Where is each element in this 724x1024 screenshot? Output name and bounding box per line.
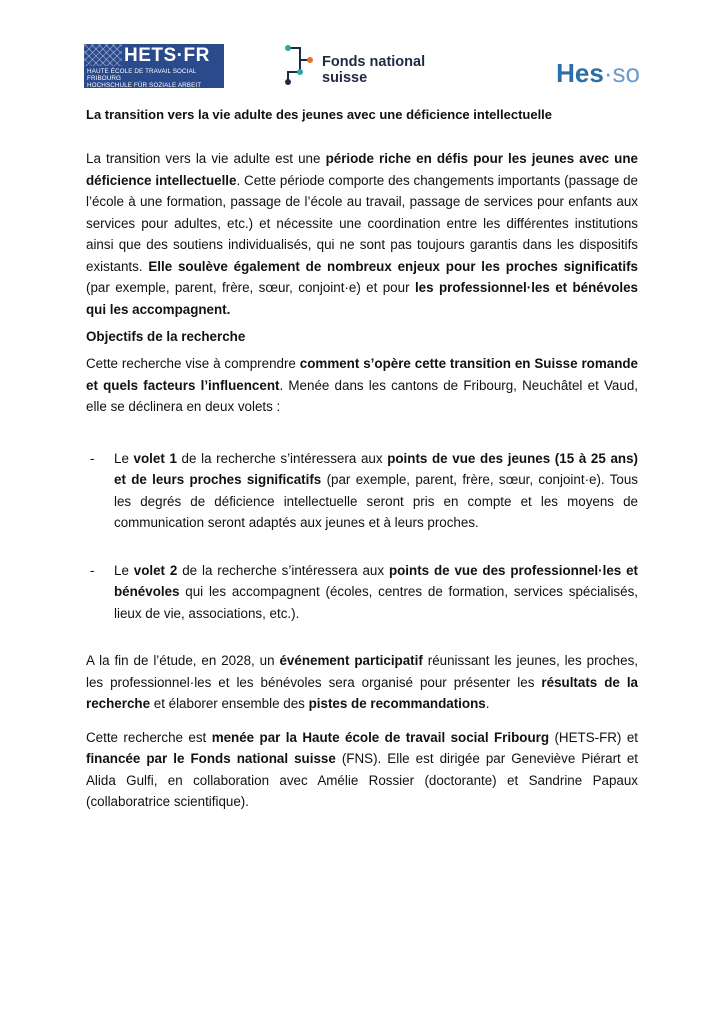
document-title: La transition vers la vie adulte des jeunes avec une déficience intellectuelle: [86, 107, 553, 122]
funding-paragraph: Cette recherche est menée par la Haute école de travail social Fribourg (HETS-FR) et financée par le Fonds national suisse (FNS). Elle est dirigée par Geneviève Piérart et Alida Gulfi, en collaboration avec Amélie Rossier (doctorante) et Sandrine Papaux (collaboratrice scientifique).: [86, 729, 638, 809]
list-item-volet-2: - Le volet 2 de la recherche s’intéressera aux points de vue des professionnel·les et bénévoles qui les accompagnent (écoles, centres de formation, services spécialisés, lieux de vie, associations, etc.).: [86, 560, 638, 625]
hets-logo-line2: HOCHSCHULE FÜR SOZIALE ARBEIT FREIBURG: [87, 82, 202, 96]
fns-logo-line2: suisse: [322, 70, 368, 86]
hesso-dot: ·: [603, 58, 613, 88]
hets-logo-subtitle: [87, 68, 222, 96]
hets-fr-logo: [84, 44, 224, 96]
hesso-so: so: [612, 58, 640, 88]
objectives-paragraph: Cette recherche vise à comprendre comment s’opère cette transition en Suisse romande et quels facteurs l’influencent. Menée dans les cantons de Fribourg, Neuchâtel et Vaud, elle se déclinera en deux volets :: [86, 356, 638, 414]
bullet-dash: -: [90, 562, 95, 578]
fns-logo-line1: Fonds national: [322, 54, 426, 70]
hets-logo-line1: HAUTE ÉCOLE DE TRAVAIL SOCIAL FRIBOURG: [87, 68, 197, 82]
objectives-heading: Objectifs de la recherche: [86, 329, 246, 344]
fns-logo: [280, 40, 460, 90]
intro-paragraph: La transition vers la vie adulte est une période riche en défis pour les jeunes avec une déficience intellectuelle. Cette période comporte des changements importants (passage de l’école à une formation, passage de l’école au travail, passage de services pour enfants aux services pour adultes, etc.) et nécessite une coordination entre les différentes institutions ainsi que des soutiens individualisés, qui ne sont pas toujours garantis dans les dispositifs existants. Elle soulève également de nombreux enjeux pour les proches significatifs (par exemple, parent, frère, sœur, conjoint·e) et pour les professionnel·les et bénévoles qui les accompagnent.: [86, 151, 638, 317]
research-parts-list: [86, 448, 638, 625]
hesso-main: Hes: [556, 58, 604, 88]
list-item-volet-1: - Le volet 1 de la recherche s’intéressera aux points de vue des jeunes (15 à 25 ans) et de leurs proches significatifs (par exemple, parent, frère, sœur, conjoint·e). Tous les degrés de déficience intellectuelle seront pris en compte et les moyens de communication seront adaptés aux jeunes et à leurs proches.: [86, 448, 638, 534]
fns-network-icon: [280, 42, 320, 88]
header-logos: [84, 40, 640, 96]
bullet-dash: -: [90, 450, 95, 466]
hes-so-logo: [556, 58, 640, 88]
document-body: [86, 106, 638, 819]
event-paragraph: A la fin de l’étude, en 2028, un événement participatif réunissant les jeunes, les proches, les professionnel·les et les bénévoles sera organisé pour présenter les résultats de la recherche et élaborer ensemble des pistes de recommandations.: [86, 653, 638, 711]
hets-logo-name: HETS·FR: [124, 45, 210, 66]
hets-net-icon: [84, 44, 122, 66]
